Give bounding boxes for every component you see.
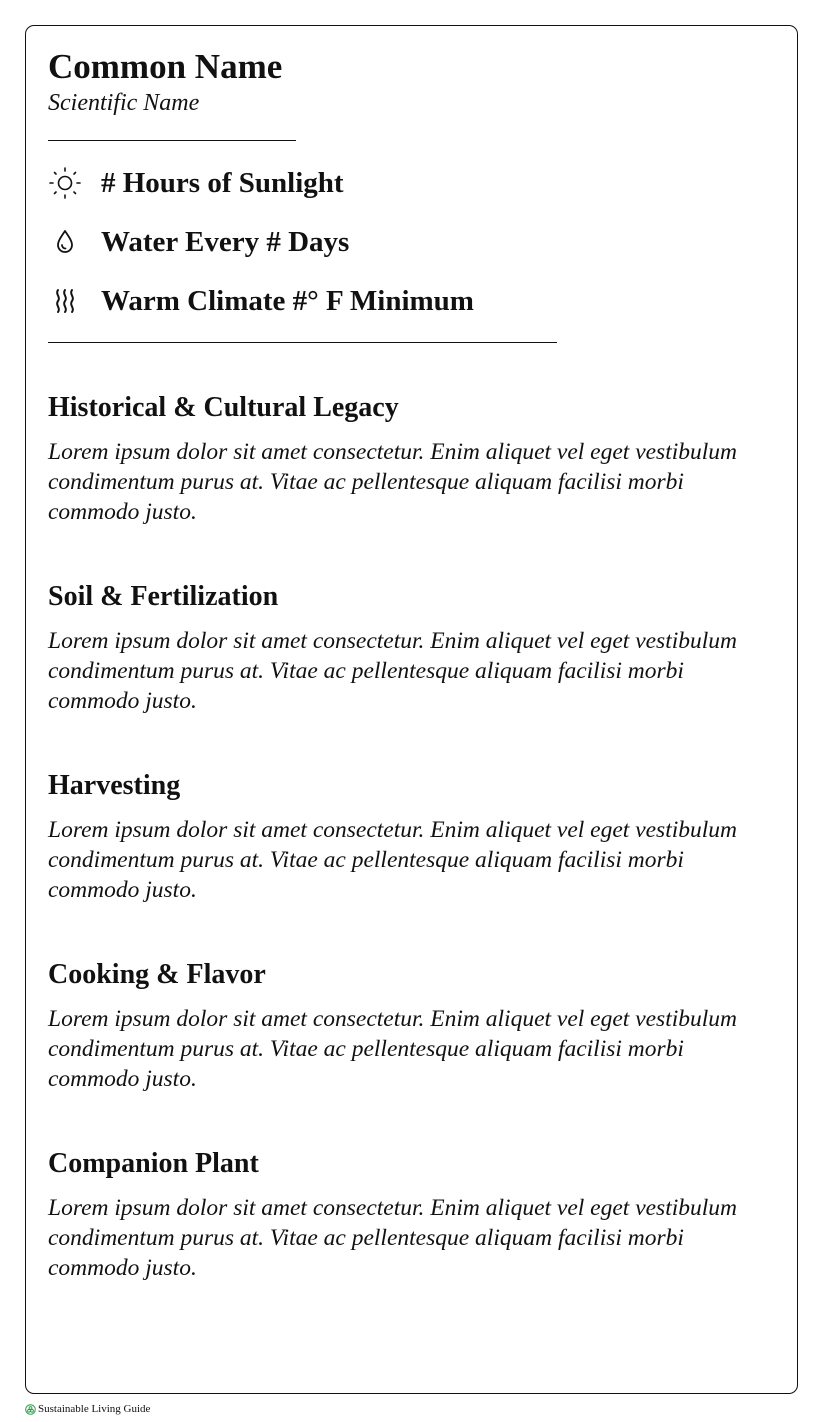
title-divider [48, 140, 296, 141]
stat-sunlight-label: # Hours of Sunlight [101, 167, 344, 199]
section-heading: Historical & Cultural Legacy [48, 392, 399, 423]
stat-water-label: Water Every # Days [101, 226, 350, 258]
section-heading: Cooking & Flavor [48, 959, 266, 990]
section-heading: Companion Plant [48, 1148, 259, 1179]
section-body: Lorem ipsum dolor sit amet consectetur. Enim aliquet vel eget vestibulum condimentum purus at. Vitae ac pellentesque aliquam facilisi morbi commodo justo. [48, 439, 738, 525]
recycle-leaf-icon [25, 1404, 36, 1415]
stat-climate [48, 283, 474, 319]
section-cooking [48, 958, 778, 1094]
section-body: Lorem ipsum dolor sit amet consectetur. Enim aliquet vel eget vestibulum condimentum purus at. Vitae ac pellentesque aliquam facilisi morbi commodo justo. [48, 628, 738, 714]
water-drop-icon [48, 225, 82, 259]
section-soil [48, 580, 778, 716]
section-companion [48, 1147, 778, 1283]
heat-waves-icon [48, 284, 82, 318]
section-body: Lorem ipsum dolor sit amet consectetur. Enim aliquet vel eget vestibulum condimentum purus at. Vitae ac pellentesque aliquam facilisi morbi commodo justo. [48, 1006, 738, 1092]
stat-climate-label: Warm Climate #° F Minimum [101, 285, 474, 317]
section-harvesting [48, 769, 778, 905]
section-heading: Soil & Fertilization [48, 581, 279, 612]
footer-brand: Sustainable Living Guide [38, 1403, 151, 1415]
section-heading: Harvesting [48, 770, 181, 801]
section-history [48, 391, 778, 527]
section-body: Lorem ipsum dolor sit amet consectetur. Enim aliquet vel eget vestibulum condimentum purus at. Vitae ac pellentesque aliquam facilisi morbi commodo justo. [48, 1195, 738, 1281]
section-body: Lorem ipsum dolor sit amet consectetur. Enim aliquet vel eget vestibulum condimentum purus at. Vitae ac pellentesque aliquam facilisi morbi commodo justo. [48, 817, 738, 903]
scientific-name: Scientific Name [48, 90, 200, 116]
sun-icon [48, 166, 82, 200]
stat-sunlight [48, 165, 344, 201]
stat-water [48, 224, 349, 260]
common-name: Common Name [48, 47, 283, 86]
footer [25, 1402, 150, 1416]
stats-divider [48, 342, 557, 343]
